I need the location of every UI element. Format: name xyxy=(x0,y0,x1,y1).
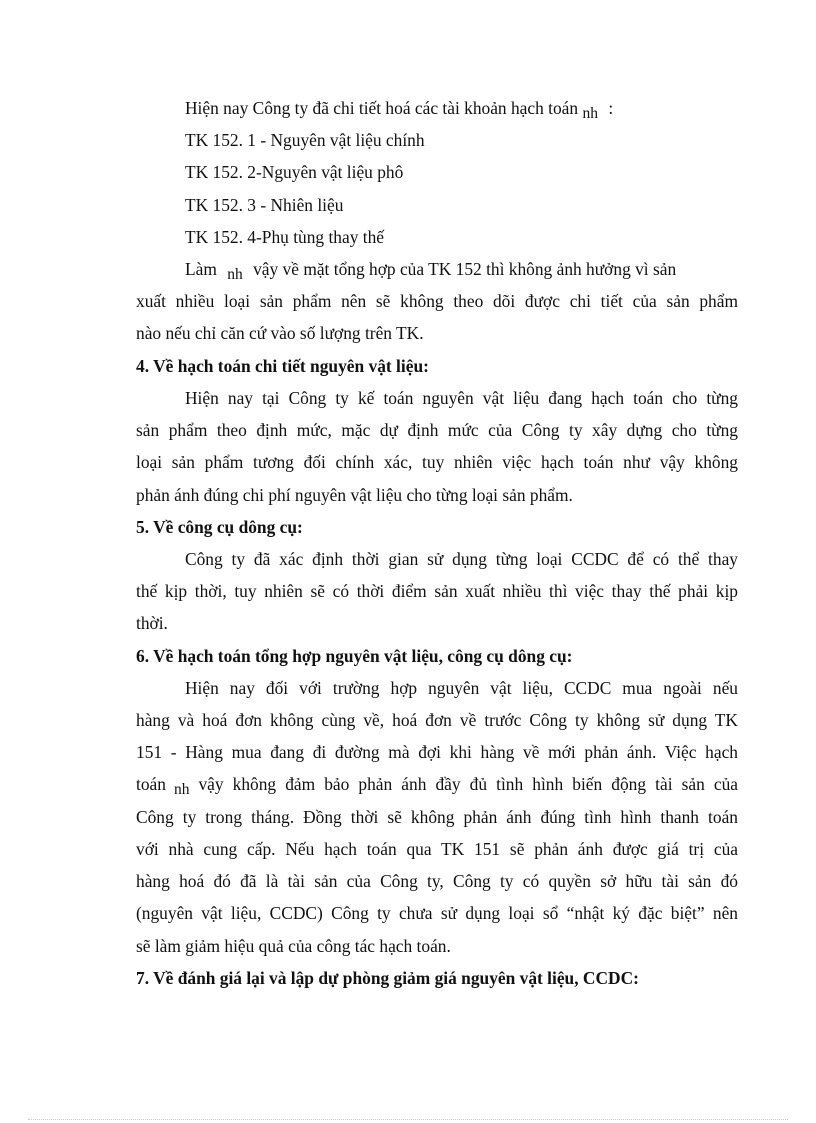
section-7-heading: 7. Về đánh giá lại và lập dự phòng giảm giá nguyên vật liệu, CCDC: xyxy=(136,968,639,988)
account-item-1: TK 152. 1 - Nguyên vật liệu chính xyxy=(185,130,425,150)
section-4-line-3: loại sản phẩm tương đối chính xác, tuy nhiên việc hạch toán như vậy không xyxy=(136,452,738,472)
nh-marker: nh xyxy=(227,266,243,283)
section-6-line-9: sẽ làm giảm hiệu quả của công tác hạch toán. xyxy=(136,936,451,956)
section-5-line-3: thời. xyxy=(136,613,168,633)
page-bottom-divider xyxy=(28,1119,788,1120)
section-6-line-8: (nguyên vật liệu, CCDC) Công ty chưa sử dụng loại sổ “nhật ký đặc biệt” nên xyxy=(136,903,738,923)
section-6-line-6: với nhà cung cấp. Nếu hạch toán qua TK 151 sẽ phản ánh được giá trị của xyxy=(136,839,738,859)
section-5-line-2: thế kịp thời, tuy nhiên sẽ có thời điểm sản xuất nhiều thì việc thay thế phải kịp xyxy=(136,581,738,601)
account-item-2: TK 152. 2-Nguyên vật liệu phô xyxy=(185,162,404,182)
account-item-3: TK 152. 3 - Nhiên liệu xyxy=(185,195,344,215)
section-4-heading: 4. Về hạch toán chi tiết nguyên vật liệu: xyxy=(136,356,429,376)
section-4-line-1: Hiện nay tại Công ty kế toán nguyên vật liệu đang hạch toán cho từng xyxy=(185,388,738,408)
section-6-line-3: 151 - Hàng mua đang đi đường mà đợi khi hàng về mới phản ánh. Việc hạch xyxy=(136,742,738,762)
intro-colon: : xyxy=(608,98,614,118)
nh-marker: nh xyxy=(173,781,190,798)
section-6-line-4-start: toán xyxy=(136,774,166,794)
section-6-heading: 6. Về hạch toán tổng hợp nguyên vật liệu, công cụ dông cụ: xyxy=(136,646,573,666)
section-4-line-2: sản phẩm theo định mức, mặc dự định mức của Công ty xây dựng cho từng xyxy=(136,420,738,440)
section-6-line-4-rest: vậy không đảm bảo phản ánh đầy đủ tình hình biến động tài sản của xyxy=(198,774,738,794)
para-lam-rest: vậy về mặt tổng hợp của TK 152 thì không ảnh hưởng vì sản xyxy=(253,259,677,279)
intro-text: Hiện nay Công ty đã chi tiết hoá các tài khoản hạch toán xyxy=(185,98,579,118)
account-item-4: TK 152. 4-Phụ tùng thay thế xyxy=(185,227,385,247)
nh-marker: nh xyxy=(582,105,598,122)
para-lam-start: Làm xyxy=(185,259,217,279)
section-6-line-2: hàng và hoá đơn không cùng về, hoá đơn về trước Công ty không sử dụng TK xyxy=(136,710,738,730)
section-5-heading: 5. Về công cụ dông cụ: xyxy=(136,517,303,537)
section-4-line-4: phản ánh đúng chi phí nguyên vật liệu cho từng loại sản phẩm. xyxy=(136,485,573,505)
section-5-line-1: Công ty đã xác định thời gian sử dụng từng loại CCDC để có thể thay xyxy=(185,549,738,569)
section-6-line-4 xyxy=(136,774,738,796)
section-6-line-7: hàng hoá đó đã là tài sản của Công ty, Công ty có quyền sở hữu tài sản đó xyxy=(136,871,738,891)
para-lam-line-3: nào nếu chỉ căn cứ vào số lượng trên TK. xyxy=(136,323,424,343)
para-lam-line-1 xyxy=(185,259,676,281)
intro-line xyxy=(185,98,613,120)
para-lam-line-2: xuất nhiều loại sản phẩm nên sẽ không theo dõi được chi tiết của sản phẩm xyxy=(136,291,738,311)
section-6-line-5: Công ty trong tháng. Đồng thời sẽ không phản ánh đúng tình hình thanh toán xyxy=(136,807,738,827)
section-6-line-1: Hiện nay đối với trường hợp nguyên vật liệu, CCDC mua ngoài nếu xyxy=(185,678,738,698)
